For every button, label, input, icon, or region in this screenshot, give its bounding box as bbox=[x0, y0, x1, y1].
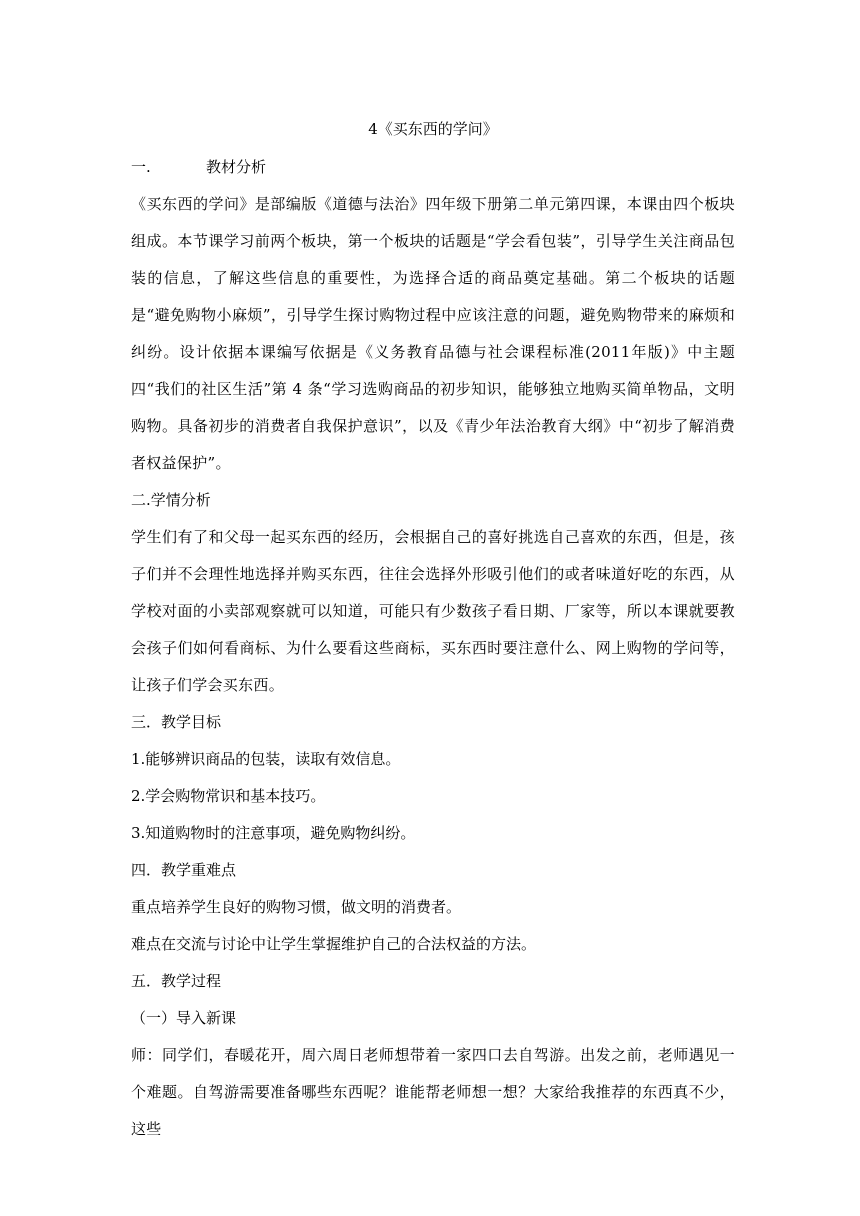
paragraph-student-analysis: 学生们有了和父母一起买东西的经历，会根据自己的喜好挑选自己喜欢的东西，但是，孩子们并不会理性地选择并购买东西，往往会选择外形吸引他们的或者味道好吃的东西，从学校对面的小卖部观察就可以知道，可能只有少数孩子看日期、厂家等，所以本课就要教会孩子们如何看商标、为什么要看这些商标，买东西时要注意什么、网上购物的学问等，让孩子们学会买东西。 bbox=[131, 528, 735, 694]
section-heading-textbook-analysis bbox=[131, 149, 735, 186]
subsection-heading-introduction: （一）导入新课 bbox=[131, 1009, 237, 1027]
difficult-point-text: 难点在交流与讨论中让学生掌握维护自己的合法权益的方法。 bbox=[131, 935, 537, 953]
document-body bbox=[131, 115, 735, 1148]
section-title: 教材分析 bbox=[206, 158, 267, 176]
section-heading-student-analysis: 二.学情分析 bbox=[131, 491, 211, 509]
section-number: 一. bbox=[131, 158, 151, 176]
section-heading-teaching-goals: 三．教学目标 bbox=[131, 713, 222, 731]
paragraph-textbook-analysis: 《买东西的学问》是部编版《道德与法治》四年级下册第二单元第四课，本课由四个板块组成。本节课学习前两个板块，第一个板块的话题是“学会看包装”，引导学生关注商品包装的信息，了解这些信息的重要性，为选择合适的商品奠定基础。第二个板块的话题是“避免购物小麻烦”，引导学生探讨购物过程中应该注意的问题，避免购物带来的麻烦和纠纷。设计依据本课编写依据是《义务教育品德与社会课程标准(2011年版)》中主题四“我们的社区生活”第 4 条“学习选购商品的初步知识，能够独立地购买简单物品，文明购物。具备初步的消费者自我保护意识”，以及《青少年法治教育大纲》中“初步了解消费者权益保护”。 bbox=[131, 195, 735, 472]
goal-item: 3.知道购物时的注意事项，避免购物纠纷。 bbox=[131, 824, 416, 842]
document-title: 4《买东西的学问》 bbox=[368, 120, 498, 138]
key-point-text: 重点培养学生良好的购物习惯，做文明的消费者。 bbox=[131, 898, 462, 916]
paragraph-introduction: 师：同学们，春暖花开，周六周日老师想带着一家四口去自驾游。出发之前，老师遇见一个难题。自驾游需要准备哪些东西呢？谁能帮老师想一想？大家给我推荐的东西真不少，这些 bbox=[131, 1046, 735, 1138]
goal-item: 1.能够辨识商品的包装，读取有效信息。 bbox=[131, 750, 401, 768]
section-heading-key-points: 四．教学重难点 bbox=[131, 861, 237, 879]
section-heading-teaching-process: 五．教学过程 bbox=[131, 972, 222, 990]
goal-item: 2.学会购物常识和基本技巧。 bbox=[131, 787, 326, 805]
